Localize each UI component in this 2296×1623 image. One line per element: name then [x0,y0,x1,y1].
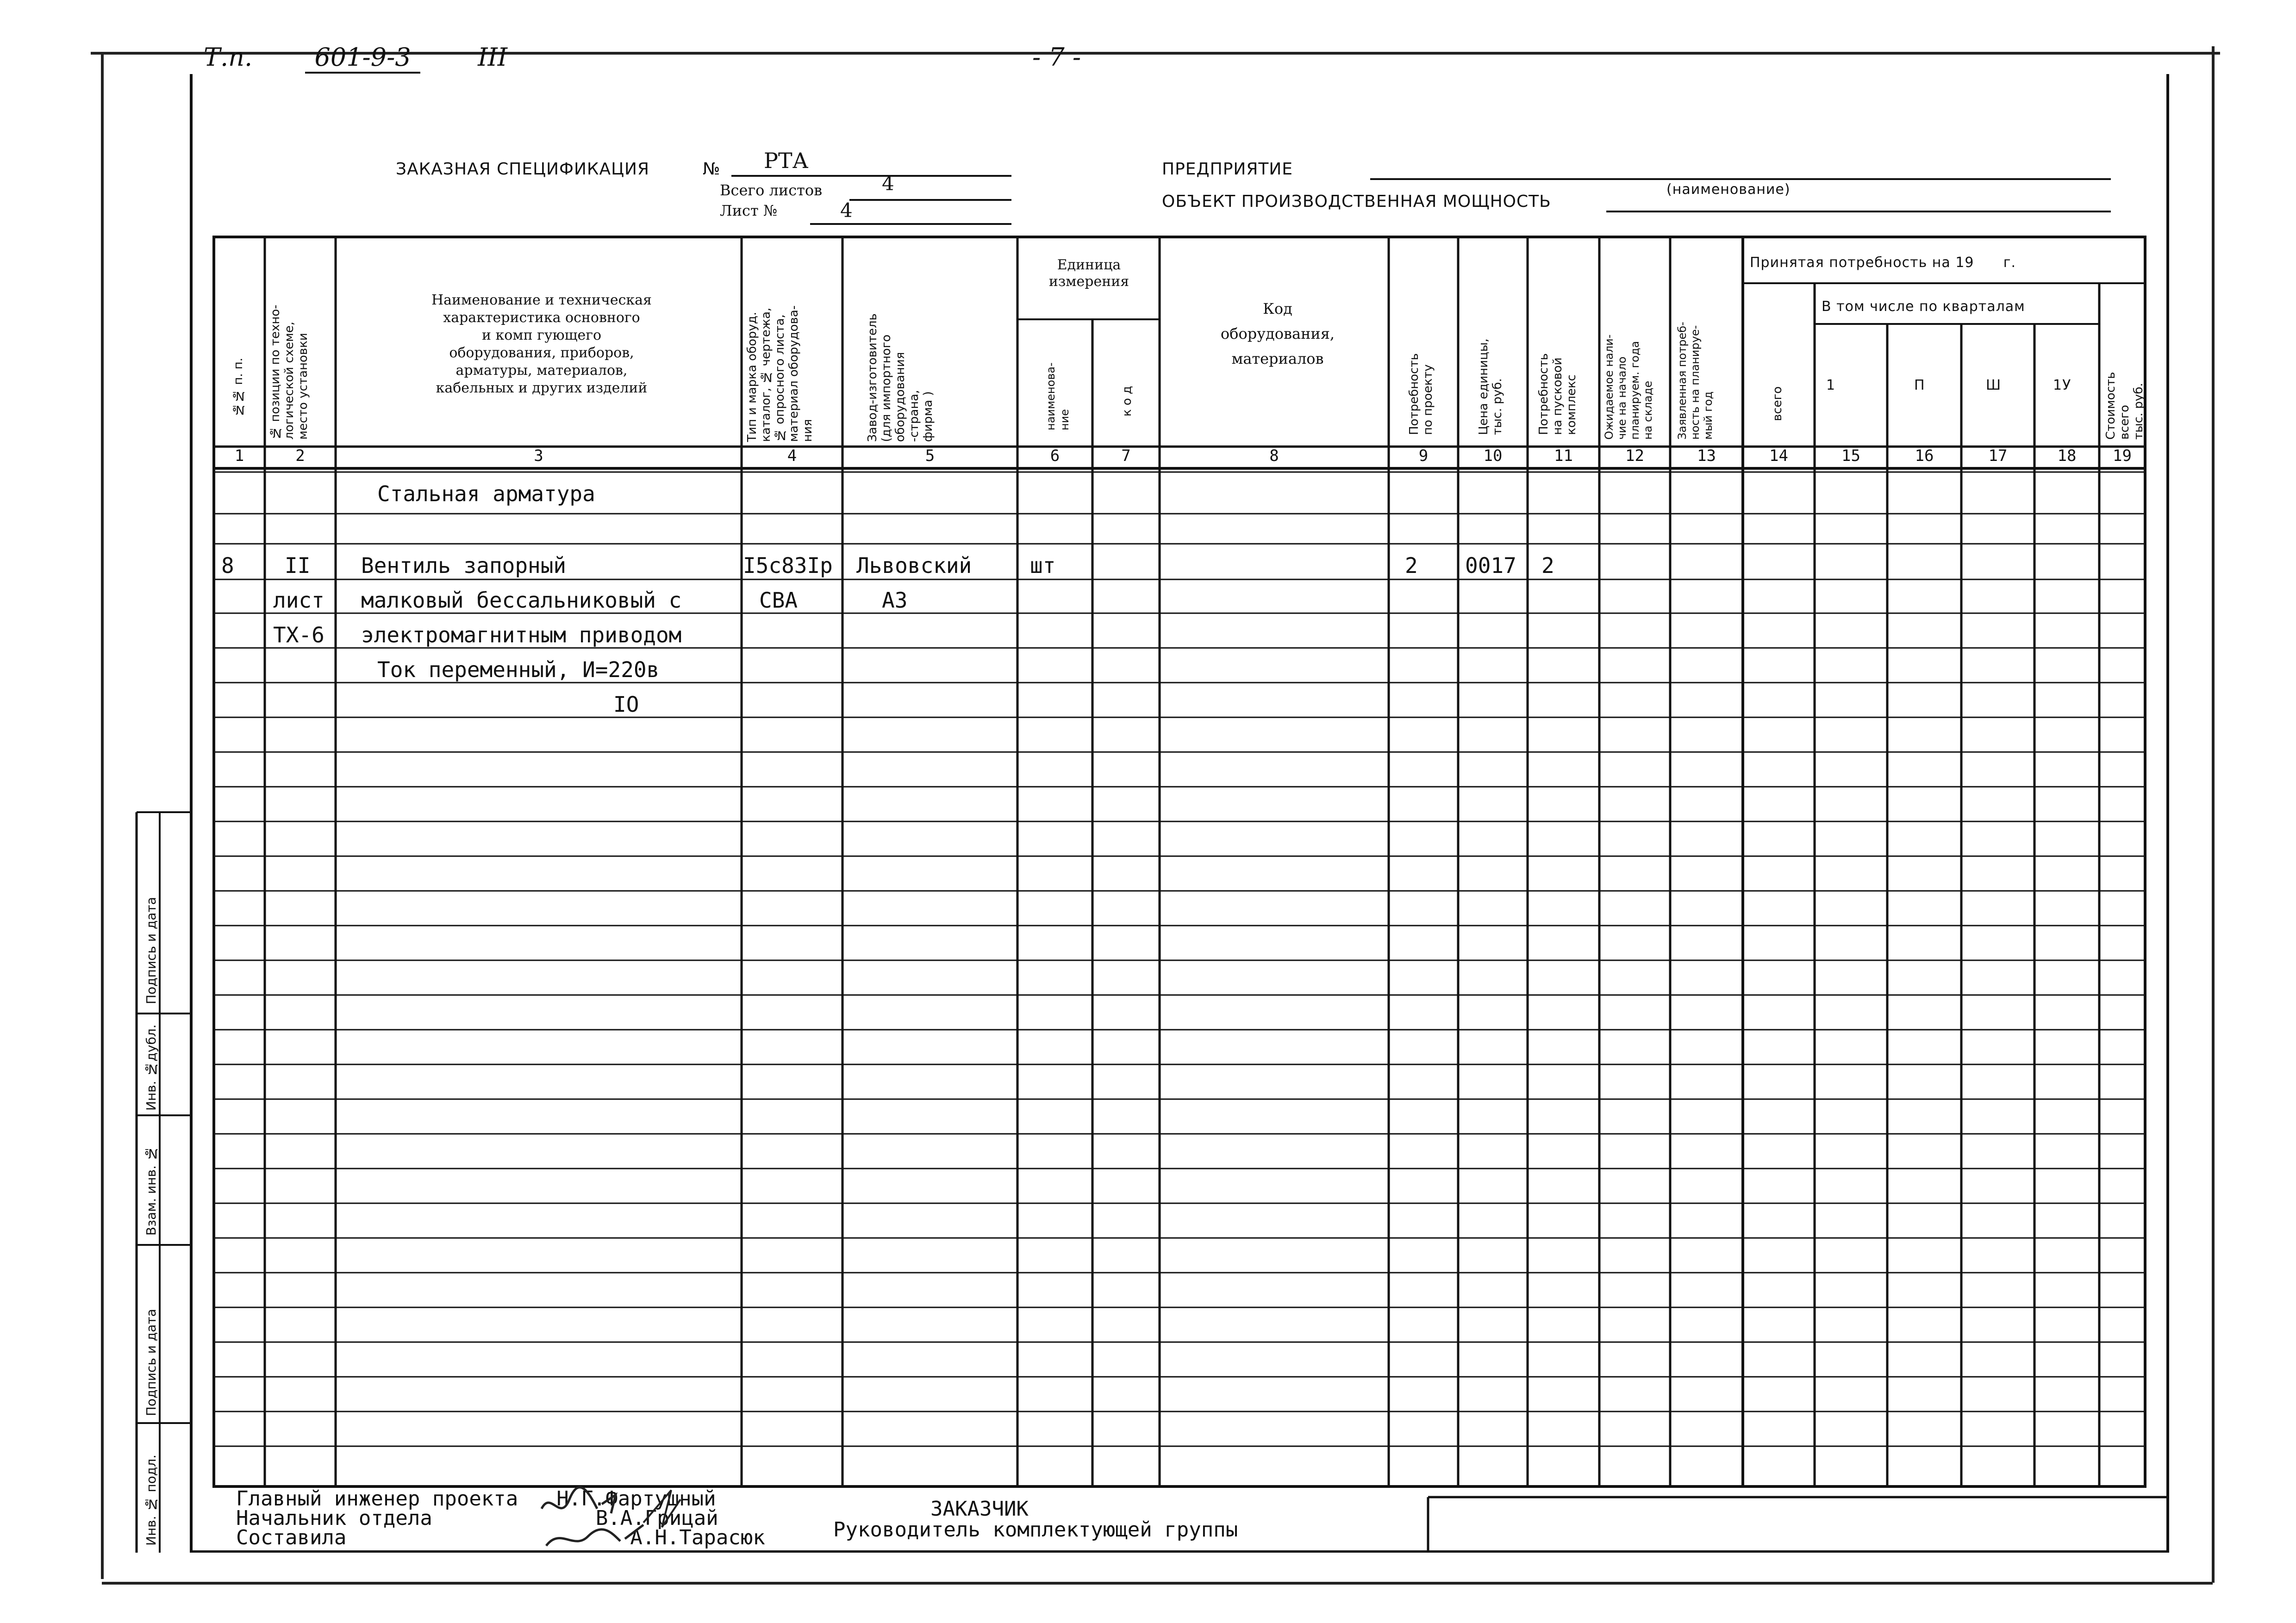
col-number-2: 2 [295,447,305,465]
doc-number: 601-9-3 [305,43,420,74]
position-3: ТХ-6 [273,622,324,647]
item-startup: 2 [1541,553,1554,578]
unit-group-header: Единица измерения [1048,257,1129,290]
col-header-15: 1 [1826,377,1836,393]
stamp-vzam-inv: Взам. инв. № [144,1146,159,1236]
col-header-11: Потребность на пусковой комплекс [1537,353,1578,435]
item-name-3: электромагнитным приводом [361,622,682,647]
col-header-8: Код оборудования, материалов [1220,300,1335,367]
sheet-label: Лист № [720,202,778,219]
col-header-4: Тип и марка оборуд. каталог, № чертежа, № опросного листа, материал оборудова- ния [745,305,815,442]
number-sign: № [703,160,721,179]
col-number-8: 8 [1269,447,1279,465]
item-name-5: IO [613,692,639,717]
stamp-inv-dubl: Инв. №дубл. [144,1024,159,1111]
section-title: Стальная арматура [377,481,595,506]
doc-section: III [478,43,508,72]
sheet-value: 4 [840,199,853,222]
accepted-header: Принятая потребность на 19 г. [1750,255,2016,271]
doc-prefix: Т.п. [204,43,253,72]
col-header-6: наименова- ние [1044,362,1071,430]
item-price: 0017 [1465,553,1516,578]
col-header-1: №№ п. п. [231,357,245,417]
col-number-18: 18 [2057,447,2077,465]
col-number-10: 10 [1483,447,1503,465]
col-number-13: 13 [1697,447,1716,465]
stamp-inv-podl: Инв. № подл. [144,1454,159,1546]
total-sheets-label: Всего листов [720,181,823,199]
customer-label: ЗАКАЗЧИК [930,1497,1029,1521]
col-header-12: Ожидаемое нали- чие на начало планируем. года на складе [1603,334,1654,440]
item-maker-1: Львовский [856,553,972,578]
handwritten-signature [532,1481,750,1555]
total-sheets-value: 4 [882,172,894,195]
col-header-19: Стоимость всего тыс. руб. [2104,372,2146,440]
object-label: ОБЪЕКТ ПРОИЗВОДСТВЕННАЯ МОЩНОСТЬ [1162,192,1551,211]
item-maker-2: АЗ [882,588,908,613]
item-type-1: I5с83Iр [743,553,833,578]
col-number-6: 6 [1050,447,1060,465]
item-name-1: Вентиль запорный [361,553,567,578]
col-header-14: всего [1771,386,1784,421]
signature-name-3: А.Н.Тарасюк [630,1526,765,1549]
col-header-13: Заявленная потреб- ность на планируе- мый год [1676,322,1715,440]
col-header-2: № позиции по техно- логической схеме, место установки [268,305,310,440]
spec-title: ЗАКАЗНАЯ СПЕЦИФИКАЦИЯ [396,160,649,179]
page-number: - 7 - [1032,43,1081,72]
col-header-3: Наименование и техническая характеристика основного и комп гующего оборудования, приборов, арматуры, материалов, кабельных и других изделий [431,292,652,396]
enterprise-label: ПРЕДПРИЯТИЕ [1162,160,1293,179]
position-2: лист [273,588,324,613]
col-header-17: Ш [1986,377,2002,393]
item-name-2: малковый бессальниковый с [361,588,682,613]
signature-role-3: Составила [236,1526,347,1549]
group-head-label: Руководитель комплектующей группы [833,1518,1238,1542]
col-header-5: Завод-изготовитель (для импортного оборудования -страна, фирма ) [866,313,935,442]
signature-role-2: Начальник отдела [236,1506,432,1530]
col-header-7: к о д [1120,386,1134,417]
col-header-9: Потребность по проекту [1407,353,1435,435]
col-header-16: П [1914,377,1925,393]
col-number-7: 7 [1121,447,1131,465]
col-number-4: 4 [787,447,797,465]
col-header-10: Цена единицы, тыс. руб. [1477,338,1504,435]
spec-number: РТА [764,148,809,173]
name-hint: (наименование) [1666,181,1791,198]
signature-role-1: Главный инженер проекта [236,1487,518,1511]
col-number-11: 11 [1554,447,1573,465]
col-number-3: 3 [534,447,543,465]
item-type-2: СВА [759,588,798,613]
item-unit: шт [1030,553,1056,578]
item-name-4: Ток переменный, И=220в [377,657,660,682]
col-number-5: 5 [925,447,935,465]
col-header-18: 1У [2053,377,2071,393]
col-number-15: 15 [1841,447,1860,465]
col-number-9: 9 [1418,447,1429,465]
col-number-12: 12 [1625,447,1644,465]
row-number: 8 [221,553,234,578]
signature-name-2: В.А.Грицай [595,1506,718,1530]
col-number-17: 17 [1988,447,2008,465]
stamp-sign-date-2: Подпись и дата [144,897,159,1004]
position-1: II [285,553,311,578]
col-number-16: 16 [1915,447,1934,465]
col-number-1: 1 [234,447,244,465]
stamp-sign-date-1: Подпись и дата [144,1309,159,1416]
col-number-19: 19 [2113,447,2132,465]
quarters-header: В том числе по кварталам [1822,298,2025,315]
col-number-14: 14 [1769,447,1788,465]
item-need: 2 [1405,553,1418,578]
signature-name-1: Н.Г.Фартушный [556,1487,716,1511]
